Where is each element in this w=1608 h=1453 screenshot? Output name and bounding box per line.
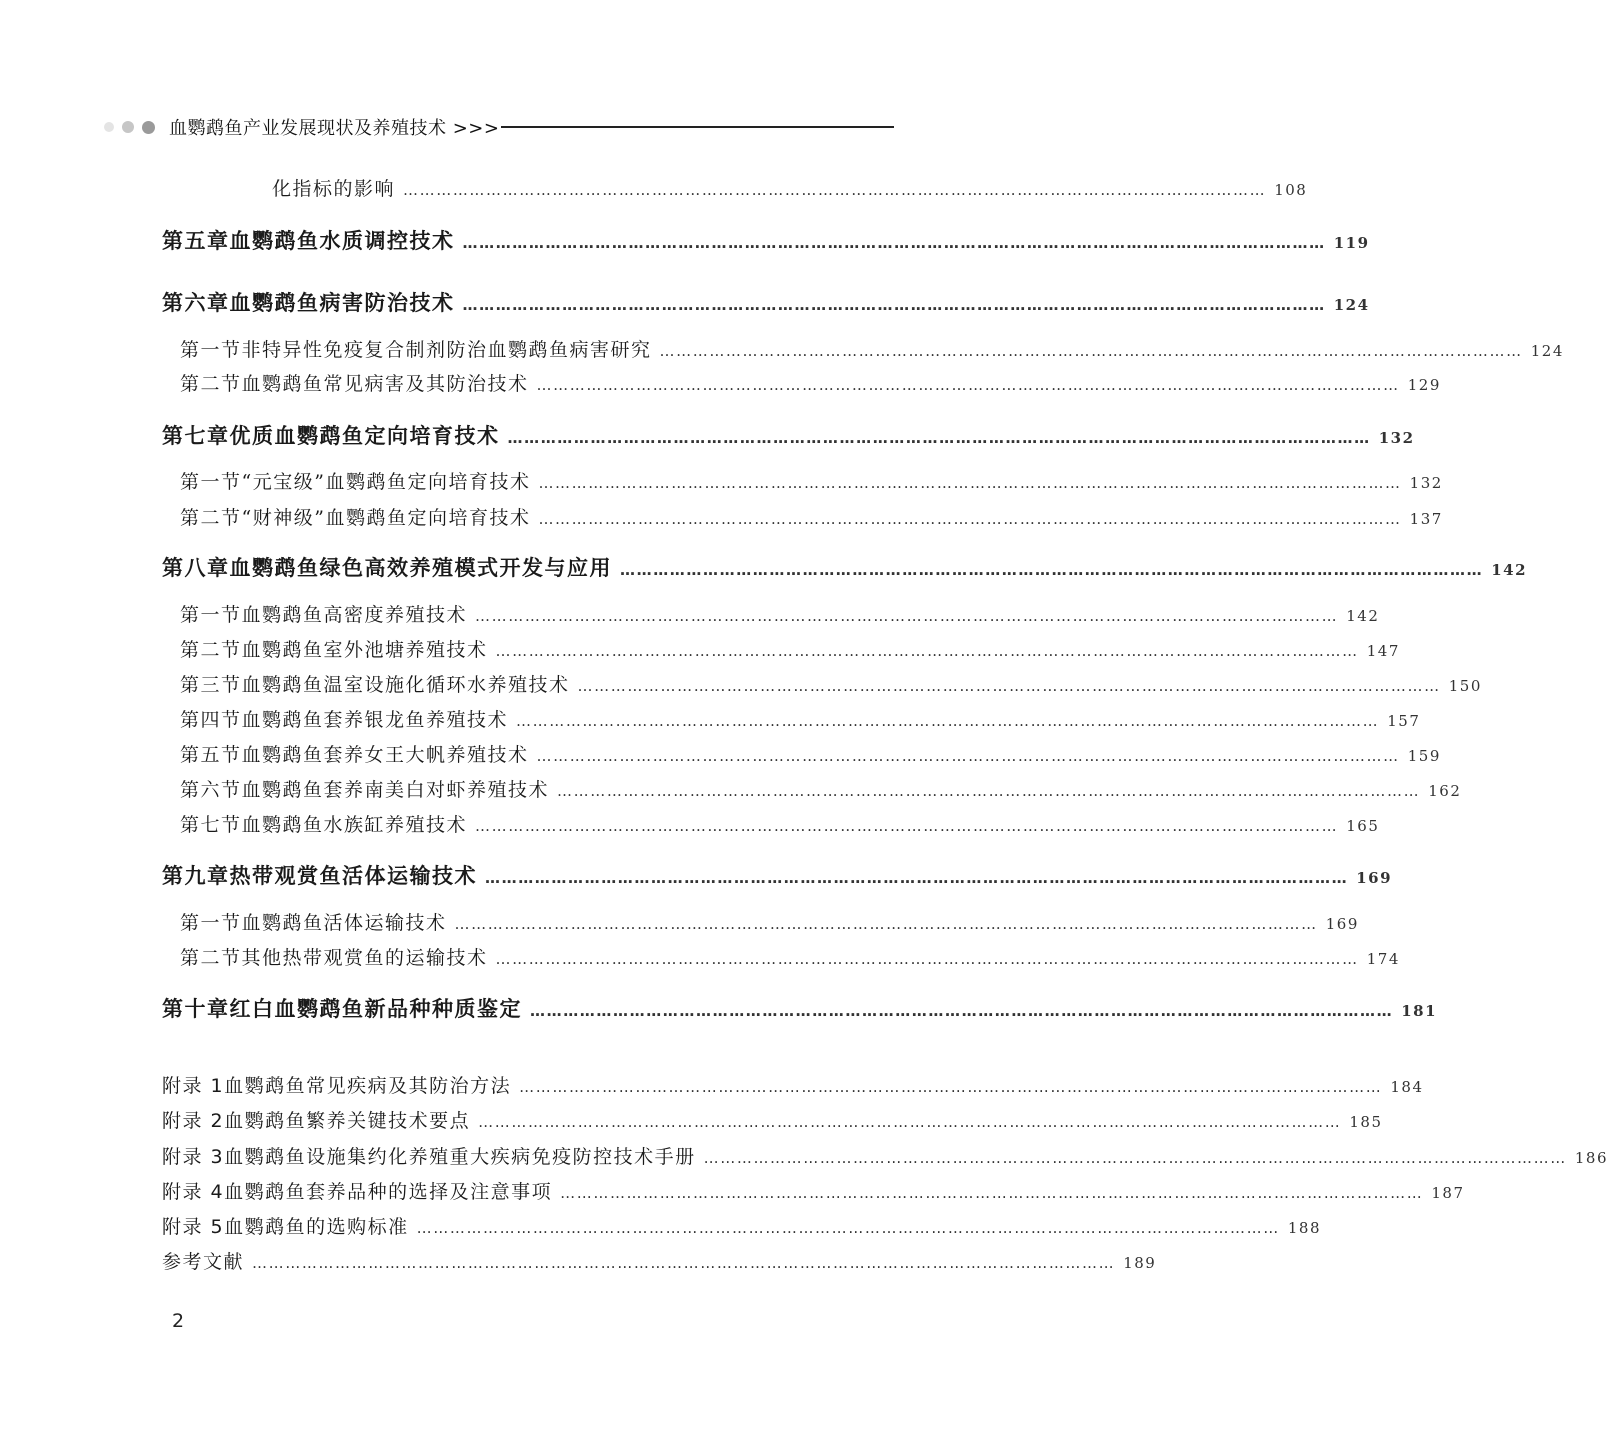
toc-entry-page: 150 <box>1448 677 1482 695</box>
toc-entry-title: “财神级”血鹦鹉鱼定向培育技术 <box>241 507 531 529</box>
toc-entry <box>162 1177 1465 1204</box>
dot-leader: ………………………………………………………………………………………………………………………………………… <box>495 642 1359 660</box>
toc-entry-title: 血鹦鹉鱼设施集约化养殖重大疾病免疫防控技术手册 <box>224 1146 696 1168</box>
toc-entry-page: 187 <box>1431 1184 1465 1202</box>
toc-entry-page: 186 <box>1574 1149 1608 1167</box>
toc-entry-page: 147 <box>1366 642 1400 660</box>
toc-entry-title: 血鹦鹉鱼常见病害及其防治技术 <box>241 373 529 395</box>
toc-entry-title: “元宝级”血鹦鹉鱼定向培育技术 <box>241 471 531 493</box>
toc-entry-page: 169 <box>1325 915 1359 933</box>
toc-entry-title: 血鹦鹉鱼水质调控技术 <box>229 229 455 253</box>
toc-entry <box>180 369 1441 396</box>
toc-entry-title: 血鹦鹉鱼套养品种的选择及注意事项 <box>224 1181 553 1203</box>
toc-entry-label: 第五章 <box>162 229 230 253</box>
toc-entry <box>180 670 1482 697</box>
dot-leader: ………………………………………………………………………………………………………………………………………… <box>462 234 1326 252</box>
toc-entry-label: 第五节 <box>180 744 242 766</box>
toc-entry-label: 第一节 <box>180 339 242 361</box>
toc-entry-label: 第七章 <box>162 424 230 448</box>
toc-entry-label: 第七节 <box>180 814 242 836</box>
header-rule <box>501 126 894 128</box>
toc-entry <box>162 1142 1608 1169</box>
toc-entry <box>180 635 1400 662</box>
toc-entry <box>180 740 1441 767</box>
toc-entry <box>180 810 1380 837</box>
toc-entry-label: 第一节 <box>180 912 242 934</box>
toc-entry-page: 169 <box>1356 869 1393 887</box>
decor-dot-icon <box>122 121 134 133</box>
toc-entry <box>180 600 1380 627</box>
toc-entry-page: 189 <box>1123 1254 1157 1272</box>
toc-entry-page: 162 <box>1428 782 1462 800</box>
toc-entry-label: 第十章 <box>162 997 230 1021</box>
toc-entry-page: 124 <box>1530 342 1564 360</box>
toc-entry <box>180 705 1421 732</box>
toc-entry-label: 第六章 <box>162 291 230 315</box>
dot-leader: ………………………………………………………………………………………………………………………………………… <box>454 915 1318 933</box>
toc-entry <box>162 860 1393 890</box>
toc-entry <box>180 467 1443 494</box>
toc-entry-label: 第三节 <box>180 674 242 696</box>
toc-entry <box>162 287 1370 317</box>
toc-entry-label: 第六节 <box>180 779 242 801</box>
toc-entry-label: 第八章 <box>162 556 230 580</box>
toc-entry <box>180 908 1359 935</box>
toc-entry-title: 血鹦鹉鱼活体运输技术 <box>241 912 447 934</box>
toc-entry <box>162 993 1438 1023</box>
toc-entry-label: 第二节 <box>180 947 242 969</box>
running-header <box>104 114 894 140</box>
toc-entry-title: 非特异性免疫复合制剂防治血鹦鹉鱼病害研究 <box>241 339 652 361</box>
toc-entry-title: 热带观赏鱼活体运输技术 <box>229 864 477 888</box>
toc-entry-label: 第二节 <box>180 507 242 529</box>
toc-entry-label: 第二节 <box>180 373 242 395</box>
toc-entry-page: 132 <box>1409 474 1443 492</box>
dot-leader: ………………………………………………………………………………………………………………………………………… <box>538 474 1402 492</box>
toc-entry <box>180 335 1564 362</box>
toc-entry-title: 其他热带观赏鱼的运输技术 <box>241 947 488 969</box>
toc-entry-title: 血鹦鹉鱼水族缸养殖技术 <box>241 814 468 836</box>
dot-leader: ………………………………………………………………………………………………………………………………………… <box>519 1078 1383 1096</box>
page-number: 2 <box>172 1310 185 1332</box>
toc-entry <box>180 503 1443 530</box>
toc-entry-title: 血鹦鹉鱼套养南美白对虾养殖技术 <box>241 779 550 801</box>
toc-entry-page: 159 <box>1407 747 1441 765</box>
toc-entry-label: 第一节 <box>180 604 242 626</box>
toc-entry-title: 血鹦鹉鱼的选购标准 <box>224 1216 409 1238</box>
toc-entry <box>180 943 1400 970</box>
toc-entry-title: 血鹦鹉鱼套养银龙鱼养殖技术 <box>241 709 509 731</box>
dot-leader: ………………………………………………………………………………………………………………………………………… <box>495 950 1359 968</box>
toc-entry-page: 142 <box>1346 607 1380 625</box>
toc-entry-page: 124 <box>1333 296 1370 314</box>
dot-leader: ………………………………………………………………………………………………………………………………………… <box>416 1219 1280 1237</box>
toc-entry <box>162 1071 1424 1098</box>
toc-entry <box>162 1247 1157 1274</box>
dot-leader: ………………………………………………………………………………………………………………………………………… <box>659 342 1523 360</box>
toc-entry-page: 129 <box>1407 376 1441 394</box>
toc-entry-page: 165 <box>1346 817 1380 835</box>
toc-entry-title: 参考文献 <box>162 1251 245 1273</box>
toc-entry <box>162 420 1415 450</box>
toc-entry <box>162 1106 1383 1133</box>
toc-entry-page: 108 <box>1274 181 1308 199</box>
dot-leader: ………………………………………………………………………………………………………………………………………… <box>252 1254 1116 1272</box>
toc-entry <box>162 552 1528 582</box>
toc-entry-label: 附录 2 <box>162 1110 225 1132</box>
toc-entry-page: 137 <box>1409 510 1443 528</box>
toc-entry-label: 附录 1 <box>162 1075 225 1097</box>
toc-entry-title: 血鹦鹉鱼常见疾病及其防治方法 <box>224 1075 512 1097</box>
toc-entry <box>180 775 1462 802</box>
dot-leader: ………………………………………………………………………………………………………………………………………… <box>485 869 1349 887</box>
toc-entry-title: 血鹦鹉鱼高密度养殖技术 <box>241 604 468 626</box>
toc-entry-page: 188 <box>1287 1219 1321 1237</box>
dot-leader: ………………………………………………………………………………………………………………………………………… <box>507 429 1371 447</box>
dot-leader: ………………………………………………………………………………………………………………………………………… <box>703 1149 1567 1167</box>
toc-entry-page: 132 <box>1378 429 1415 447</box>
toc-entry <box>162 225 1370 255</box>
dot-leader: ………………………………………………………………………………………………………………………………………… <box>557 782 1421 800</box>
toc-entry-page: 184 <box>1390 1078 1424 1096</box>
dot-leader: ………………………………………………………………………………………………………………………………………… <box>462 296 1326 314</box>
toc-entry-title: 血鹦鹉鱼温室设施化循环水养殖技术 <box>241 674 570 696</box>
dot-leader: ………………………………………………………………………………………………………………………………………… <box>516 712 1380 730</box>
dot-leader: ………………………………………………………………………………………………………………………………………… <box>536 747 1400 765</box>
toc-entry-page: 119 <box>1333 234 1370 252</box>
toc-entry-label: 附录 3 <box>162 1146 225 1168</box>
toc-entry-title: 化指标的影响 <box>272 178 396 200</box>
book-title: 血鹦鹉鱼产业发展现状及养殖技术 >>> <box>169 118 500 139</box>
toc-entry-label: 第一节 <box>180 471 242 493</box>
toc-entry-page: 174 <box>1366 950 1400 968</box>
toc-entry-label: 附录 5 <box>162 1216 225 1238</box>
dot-leader: ………………………………………………………………………………………………………………………………………… <box>475 817 1339 835</box>
toc-entry-title: 血鹦鹉鱼绿色高效养殖模式开发与应用 <box>229 556 612 580</box>
toc-entry-title: 优质血鹦鹉鱼定向培育技术 <box>229 424 500 448</box>
toc-entry-title: 血鹦鹉鱼病害防治技术 <box>229 291 455 315</box>
dot-leader: ………………………………………………………………………………………………………………………………………… <box>560 1184 1424 1202</box>
toc-entry-page: 157 <box>1387 712 1421 730</box>
toc-entry-title: 红白血鹦鹉鱼新品种种质鉴定 <box>229 997 522 1021</box>
toc-entry-label: 第四节 <box>180 709 242 731</box>
dot-leader: ………………………………………………………………………………………………………………………………………… <box>620 561 1484 579</box>
decor-dot-icon <box>142 121 155 134</box>
dot-leader: ………………………………………………………………………………………………………………………………………… <box>530 1002 1394 1020</box>
toc-entry-title: 血鹦鹉鱼室外池塘养殖技术 <box>241 639 488 661</box>
toc-entry-label: 第二节 <box>180 639 242 661</box>
dot-leader: ………………………………………………………………………………………………………………………………………… <box>475 607 1339 625</box>
toc-entry-title: 血鹦鹉鱼套养女王大帆养殖技术 <box>241 744 529 766</box>
dot-leader: ………………………………………………………………………………………………………………………………………… <box>536 376 1400 394</box>
dot-leader: ………………………………………………………………………………………………………………………………………… <box>538 510 1402 528</box>
decor-dot-icon <box>104 122 114 132</box>
toc-entry <box>272 174 1308 201</box>
dot-leader: ………………………………………………………………………………………………………………………………………… <box>577 677 1441 695</box>
toc-entry-page: 181 <box>1401 1002 1438 1020</box>
toc-entry-page: 142 <box>1491 561 1528 579</box>
dot-leader: ………………………………………………………………………………………………………………………………………… <box>403 181 1267 199</box>
dot-leader: ………………………………………………………………………………………………………………………………………… <box>478 1113 1342 1131</box>
toc-entry-page: 185 <box>1349 1113 1383 1131</box>
toc-entry <box>162 1212 1321 1239</box>
toc-entry-label: 第九章 <box>162 864 230 888</box>
toc-entry-title: 血鹦鹉鱼繁养关键技术要点 <box>224 1110 471 1132</box>
toc-entry-label: 附录 4 <box>162 1181 225 1203</box>
